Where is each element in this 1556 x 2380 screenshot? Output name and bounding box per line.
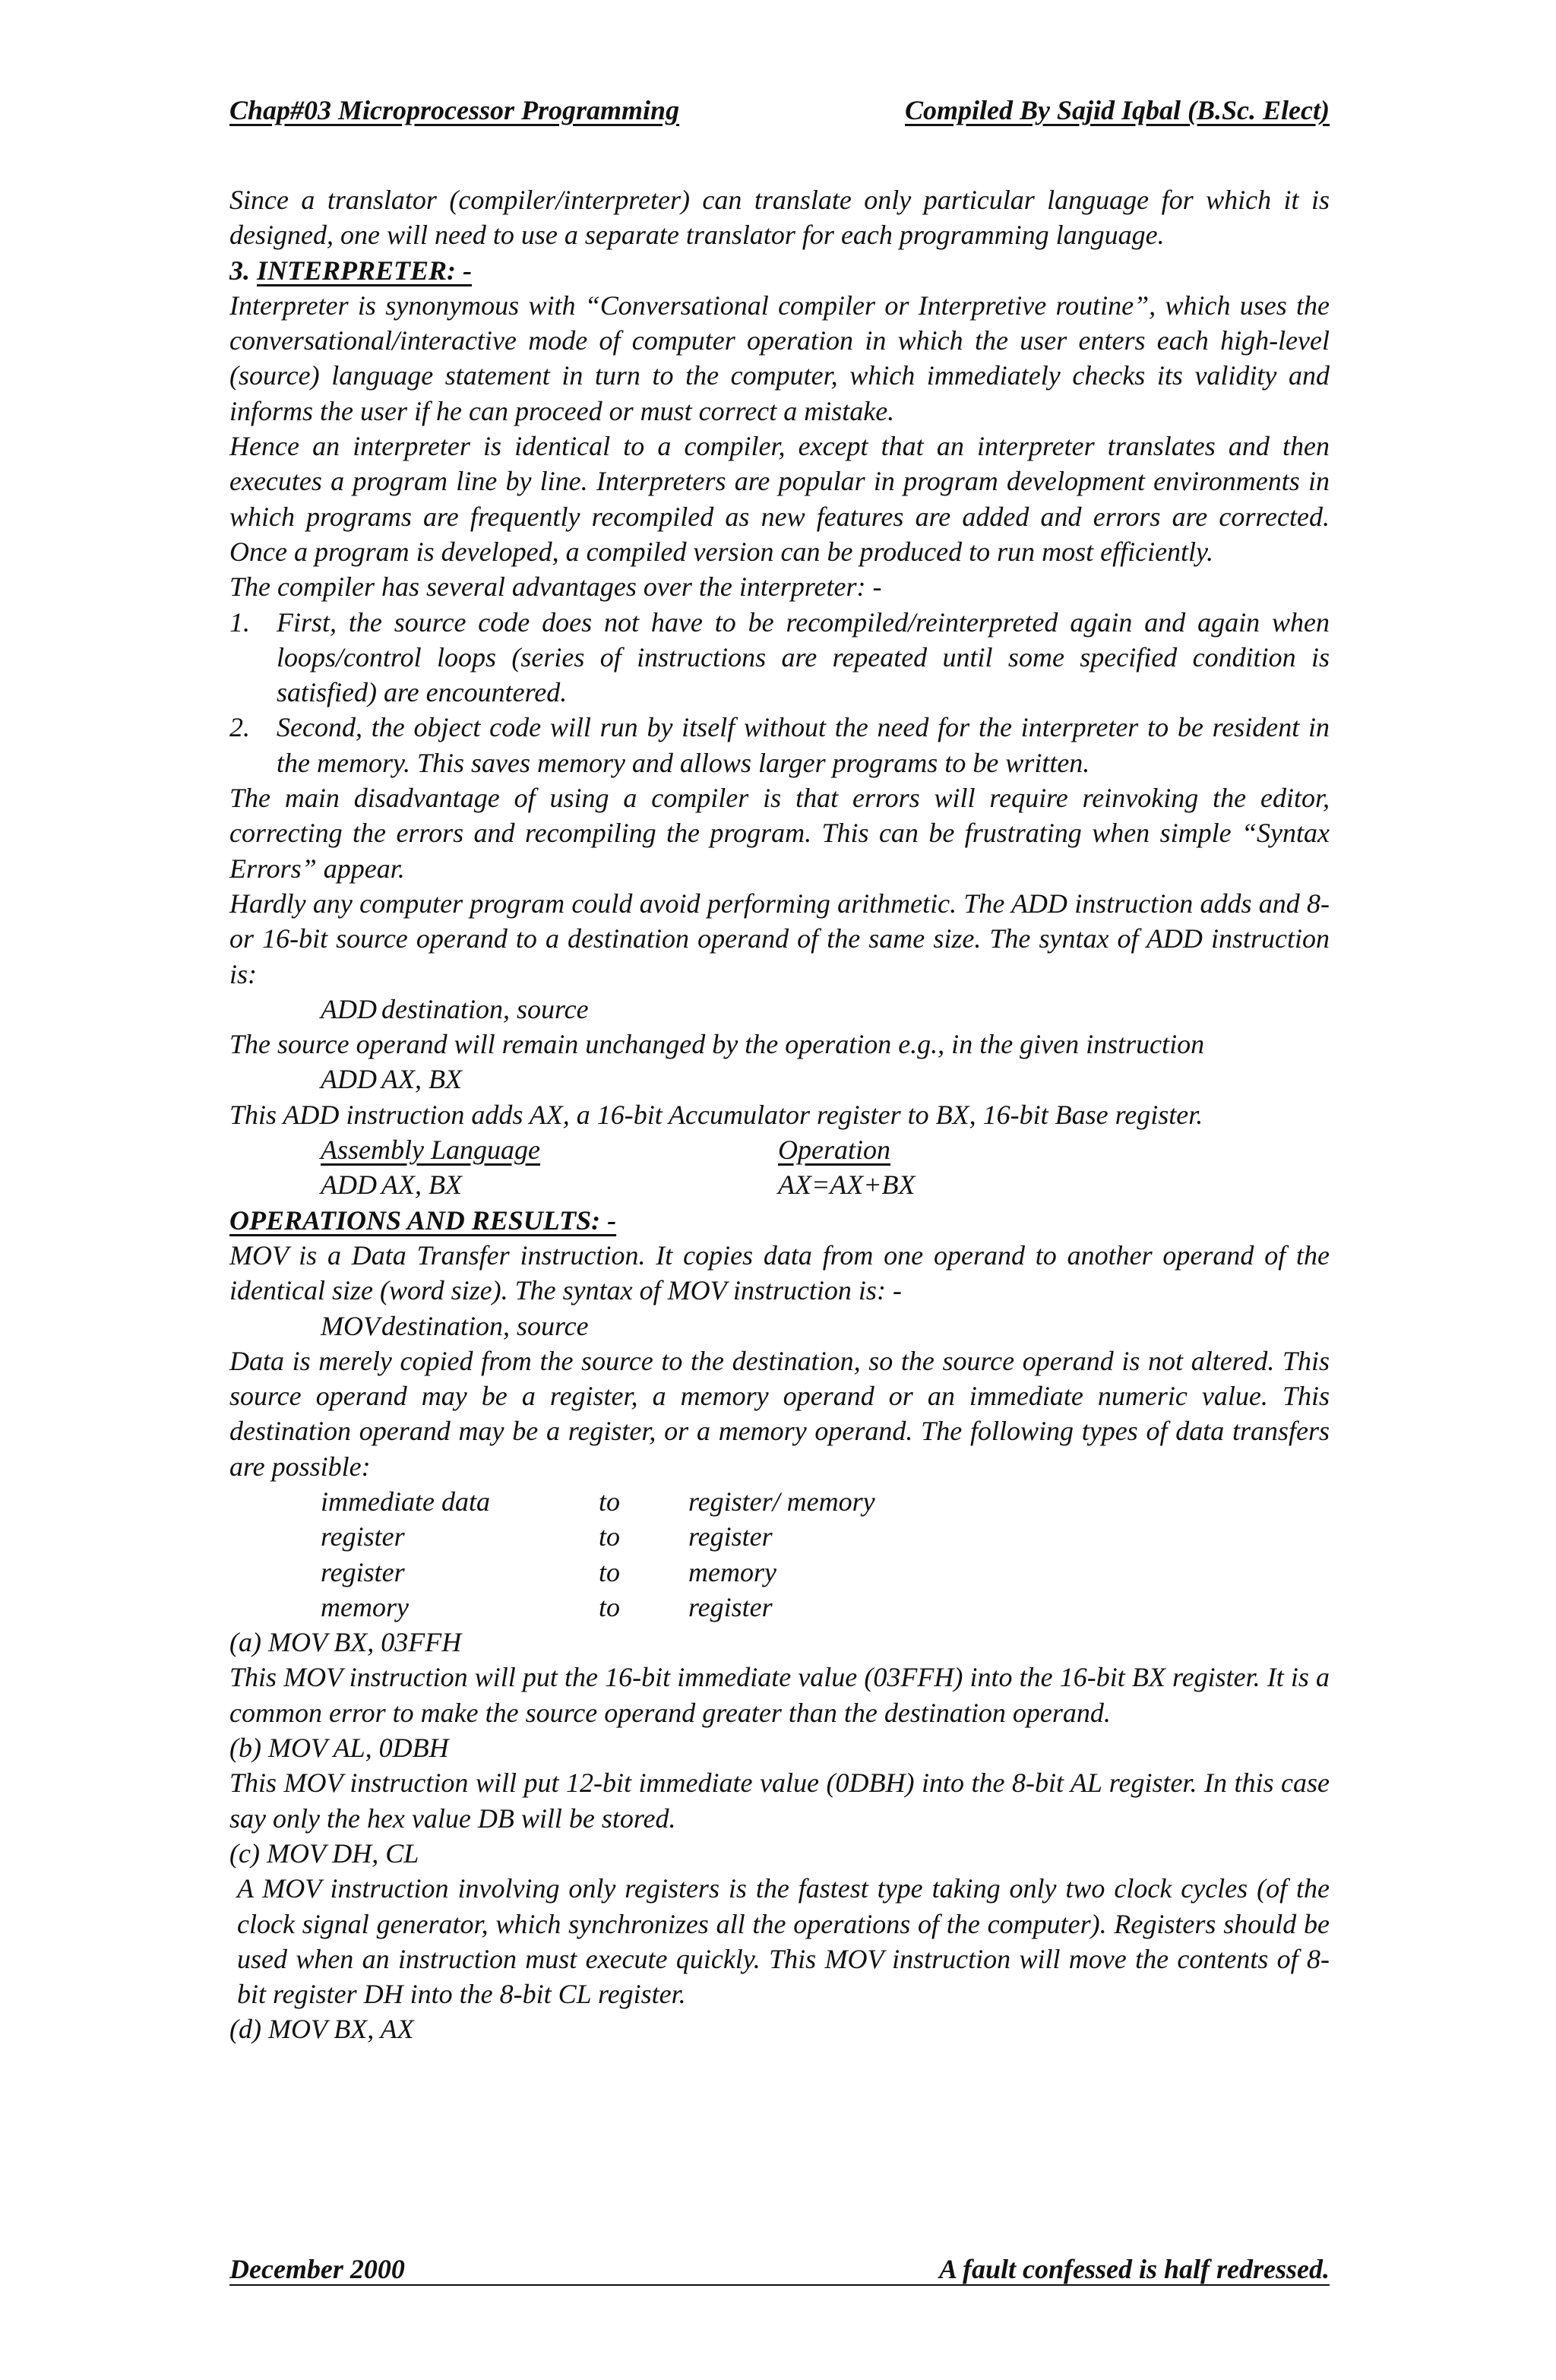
add-syntax-op: ADD xyxy=(321,993,377,1024)
transfer-row xyxy=(229,1519,1330,1554)
transfer-to: to xyxy=(599,1591,621,1622)
operation-table-row xyxy=(229,1167,1330,1202)
column-operation: Operation xyxy=(778,1135,890,1166)
mov-syntax-line xyxy=(229,1309,1330,1343)
example-b-label: (b) MOV AL, 0DBH xyxy=(229,1733,449,1764)
add-example-line xyxy=(229,1062,1330,1097)
mov-paragraph: MOV is a Data Transfer instruction. It copies data from one operand to another operand of the identical size (word size). The syntax of MOV instruction is: - xyxy=(229,1239,1330,1306)
mov-paragraph-2: Data is merely copied from the source to the destination, so the source operand is not altered. This source operand may be a register, a memory operand or an immediate numeric value. This destination operand may be a register, or a memory operand. The following types of data transfers are possible: xyxy=(229,1345,1330,1482)
transfer-to: to xyxy=(599,1556,621,1587)
example-b-paragraph: This MOV instruction will put 12-bit immediate value (0DBH) into the 8-bit AL register. In this case say only the hex value DB will be stored. xyxy=(229,1768,1330,1834)
interpreter-heading-text: INTERPRETER: - xyxy=(257,255,473,286)
footer-proverb: A fault confessed is half redressed. xyxy=(938,2254,1330,2284)
transfer-destination: memory xyxy=(688,1556,776,1587)
header-chapter-title: Chap#03 Microprocessor Programming xyxy=(229,95,680,125)
disadvantage-paragraph: The main disadvantage of using a compiler is that errors will require reinvoking the editor, correcting the errors and recompiling the program. This can be frustrating when simple “Syntax Errors” appear. xyxy=(229,783,1330,884)
transfer-destination: register xyxy=(688,1591,773,1622)
transfer-source: register xyxy=(321,1521,405,1552)
transfer-source: memory xyxy=(321,1591,409,1622)
add-paragraph: Hardly any computer program could avoid performing arithmetic. The ADD instruction adds and 8- or 16-bit source operand to a destination operand of the same size. The syntax of ADD instruction is: xyxy=(229,888,1330,989)
interpreter-heading xyxy=(229,253,1330,288)
add-syntax-line xyxy=(229,992,1330,1027)
transfer-source: register xyxy=(321,1556,405,1587)
operation-result: AX=AX+BX xyxy=(778,1169,916,1201)
footer-date: December 2000 xyxy=(229,2254,405,2284)
add-syntax-args: destination, source xyxy=(381,993,589,1024)
transfer-destination: register/ memory xyxy=(688,1486,875,1517)
example-a-paragraph: This MOV instruction will put the 16-bit immediate value (03FFH) into the 16-bit BX register. It is a common error to make the source operand greater than the destination operand. xyxy=(229,1662,1330,1728)
transfer-destination: register xyxy=(688,1521,773,1552)
operations-heading-text: OPERATIONS AND RESULTS: - xyxy=(229,1204,617,1236)
mov-syntax-args: destination, source xyxy=(381,1310,589,1341)
interpreter-paragraph-2: Hence an interpreter is identical to a compiler, except that an interpreter translates and then executes a program line by line. Interpreters are popular in program development environments in which programs are frequently recompiled as new features are added and errors are corrected. Once a program is developed, a compiled version can be produced to run most efficiently. xyxy=(229,431,1330,567)
transfer-row xyxy=(229,1484,1330,1519)
advantage-text: Second, the object code will run by itself without the need for the interpreter to be resident in the memory. This saves memory and allows larger programs to be written. xyxy=(277,712,1330,778)
transfer-source: immediate data xyxy=(321,1486,490,1517)
example-c-label: (c) MOV DH, CL xyxy=(229,1837,419,1869)
advantage-text: First, the source code does not have to be recompiled/reinterpreted again and again when loops/control loops (series of instructions are repeated until some specified condition is satisfied) are encountered. xyxy=(277,606,1330,708)
add-paragraph-2: The source operand will remain unchanged by the operation e.g., in the given instruction xyxy=(229,1029,1205,1060)
document-body xyxy=(229,182,1330,2047)
add-paragraph-3: This ADD instruction adds AX, a 16-bit Accumulator register to BX, 16-bit Base register. xyxy=(229,1099,1203,1130)
advantage-number: 2. xyxy=(229,712,250,743)
mov-syntax-op: MOV xyxy=(321,1310,380,1341)
operation-table-header xyxy=(229,1132,1330,1167)
operation-op: ADD xyxy=(321,1169,377,1201)
advantage-item xyxy=(229,710,1330,780)
advantages-intro: The compiler has several advantages over the interpreter: - xyxy=(229,571,882,603)
column-assembly-language: Assembly Language xyxy=(321,1135,540,1166)
example-a-label: (a) MOV BX, 03FFH xyxy=(229,1627,462,1658)
intro-paragraph: Since a translator (compiler/interpreter) can translate only particular language for which it is designed, one will need to use a separate translator for each programming language. xyxy=(229,185,1330,251)
add-example-op: ADD xyxy=(321,1064,377,1095)
transfer-to: to xyxy=(599,1486,621,1517)
example-c-paragraph: A MOV instruction involving only registers is the fastest type taking only two clock cycles (of the clock signal generator, which synchronizes all the operations of the computer). Registers should be used when an instruction must execute quickly. This MOV instruction will move the contents of 8-bit register DH into the 8-bit CL register. xyxy=(237,1873,1330,2010)
advantage-number: 1. xyxy=(229,606,250,638)
operations-heading xyxy=(229,1203,1330,1238)
header-compiler-credit: Compiled By Sajid Iqbal (B.Sc. Elect) xyxy=(905,95,1330,125)
transfer-to: to xyxy=(599,1521,621,1552)
advantage-item xyxy=(229,605,1330,711)
operation-instruction xyxy=(321,1167,778,1202)
add-example-args: AX, BX xyxy=(381,1064,462,1095)
page-header xyxy=(229,94,1330,126)
interpreter-heading-number: 3. xyxy=(229,255,250,286)
example-d-label: (d) MOV BX, AX xyxy=(229,2014,414,2045)
interpreter-paragraph-1: Interpreter is synonymous with “Conversational compiler or Interpretive routine”, which uses the conversational/interactive mode of computer operation in which the user enters each high-level (source) language statement in turn to the computer, which immediately checks its validity and informs the user if he can proceed or must correct a mistake. xyxy=(229,290,1330,426)
operation-args: AX, BX xyxy=(381,1169,462,1201)
transfer-row xyxy=(229,1590,1330,1625)
page-footer xyxy=(229,2254,1330,2286)
transfer-row xyxy=(229,1555,1330,1590)
